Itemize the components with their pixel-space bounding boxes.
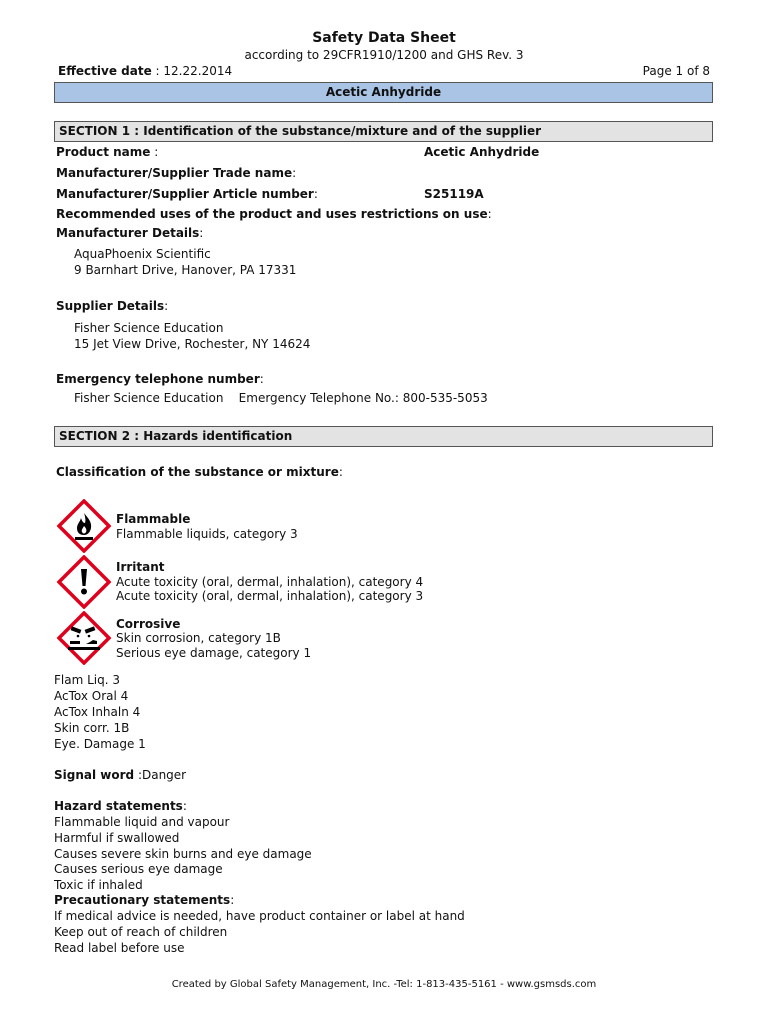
product-name-value: Acetic Anhydride xyxy=(424,145,540,159)
section-2-header: SECTION 2 : Hazards identification xyxy=(54,426,713,447)
recommended-uses-row xyxy=(56,207,492,221)
emergency-phone-sep: : xyxy=(259,372,264,386)
product-name-sep: : xyxy=(150,145,159,159)
hazard-statement: Causes severe skin burns and eye damage xyxy=(54,847,312,861)
hazard-statements-row xyxy=(54,799,187,813)
effective-date xyxy=(58,64,232,78)
pictogram-corrosive-name: Corrosive xyxy=(116,617,181,631)
hazard-statement: Causes serious eye damage xyxy=(54,862,223,876)
hazard-statement: Toxic if inhaled xyxy=(54,878,143,892)
pictogram-corrosive-line-1: Skin corrosion, category 1B xyxy=(116,631,281,645)
hazard-statements-label: Hazard statements xyxy=(54,799,183,813)
classification-code: AcTox Oral 4 xyxy=(54,689,129,703)
precautionary-statements-row xyxy=(54,893,234,907)
article-number-value: S25119A xyxy=(424,187,484,201)
pictogram-flammable-line: Flammable liquids, category 3 xyxy=(116,527,298,541)
article-number-label: Manufacturer/Supplier Article number xyxy=(56,187,314,201)
effective-date-label: Effective date xyxy=(58,64,152,78)
classification-row xyxy=(56,465,343,479)
supplier-address: 15 Jet View Drive, Rochester, NY 14624 xyxy=(74,337,311,351)
corrosion-pictogram-icon xyxy=(57,611,111,665)
manufacturer-details-sep: : xyxy=(199,226,204,240)
page-number: Page 1 of 8 xyxy=(642,64,710,78)
precautionary-statement: If medical advice is needed, have product container or label at hand xyxy=(54,909,465,923)
manufacturer-name: AquaPhoenix Scientific xyxy=(74,247,211,261)
hazard-statements-sep: : xyxy=(182,799,187,813)
article-number-sep: : xyxy=(313,187,318,201)
supplier-details-row xyxy=(56,299,168,313)
emergency-phone-row xyxy=(56,372,264,386)
product-name-row xyxy=(56,145,158,159)
flame-pictogram-icon xyxy=(57,499,111,553)
emergency-phone-value: Fisher Science Education Emergency Telephone No.: 800-535-5053 xyxy=(74,391,488,405)
precautionary-statement: Keep out of reach of children xyxy=(54,925,228,939)
precautionary-statements-label: Precautionary statements xyxy=(54,893,231,907)
trade-name-sep: : xyxy=(292,166,297,180)
pictogram-flammable-name: Flammable xyxy=(116,512,191,526)
classification-code: Eye. Damage 1 xyxy=(54,737,146,751)
hazard-statement: Flammable liquid and vapour xyxy=(54,815,230,829)
supplier-details-label: Supplier Details xyxy=(56,299,165,313)
classification-sep: : xyxy=(338,465,343,479)
signal-word-row xyxy=(54,768,186,782)
product-name-label: Product name xyxy=(56,145,151,159)
precautionary-statement: Read label before use xyxy=(54,941,185,955)
emergency-phone-label: Emergency telephone number xyxy=(56,372,260,386)
signal-word-value: :Danger xyxy=(134,768,187,782)
supplier-name: Fisher Science Education xyxy=(74,321,224,335)
classification-code: Flam Liq. 3 xyxy=(54,673,120,687)
trade-name-row xyxy=(56,166,296,180)
section-1-header: SECTION 1 : Identification of the substance/mixture and of the supplier xyxy=(54,121,713,142)
manufacturer-address: 9 Barnhart Drive, Hanover, PA 17331 xyxy=(74,263,297,277)
signal-word-label: Signal word xyxy=(54,768,135,782)
exclamation-pictogram-icon xyxy=(57,555,111,609)
product-banner: Acetic Anhydride xyxy=(54,82,713,103)
pictogram-irritant-line-1: Acute toxicity (oral, dermal, inhalation), category 4 xyxy=(116,575,424,589)
supplier-details-sep: : xyxy=(164,299,169,313)
effective-date-value: : 12.22.2014 xyxy=(151,64,233,78)
manufacturer-details-label: Manufacturer Details xyxy=(56,226,200,240)
classification-code: AcTox Inhaln 4 xyxy=(54,705,141,719)
recommended-uses-label: Recommended uses of the product and uses restrictions on use xyxy=(56,207,488,221)
precautionary-statements-sep: : xyxy=(230,893,235,907)
manufacturer-details-row xyxy=(56,226,203,240)
pictogram-irritant-name: Irritant xyxy=(116,560,165,574)
trade-name-label: Manufacturer/Supplier Trade name xyxy=(56,166,293,180)
hazard-statement: Harmful if swallowed xyxy=(54,831,180,845)
classification-label: Classification of the substance or mixture xyxy=(56,465,339,479)
article-number-row xyxy=(56,187,318,201)
document-subtitle: according to 29CFR1910/1200 and GHS Rev. 3 xyxy=(244,48,524,62)
document-title: Safety Data Sheet xyxy=(312,30,456,46)
classification-code: Skin corr. 1B xyxy=(54,721,130,735)
recommended-uses-sep: : xyxy=(487,207,492,221)
pictogram-irritant-line-2: Acute toxicity (oral, dermal, inhalation), category 3 xyxy=(116,589,424,603)
pictogram-corrosive-line-2: Serious eye damage, category 1 xyxy=(116,646,312,660)
page-footer: Created by Global Safety Management, Inc. -Tel: 1-813-435-5161 - www.gsmsds.com xyxy=(171,979,597,990)
